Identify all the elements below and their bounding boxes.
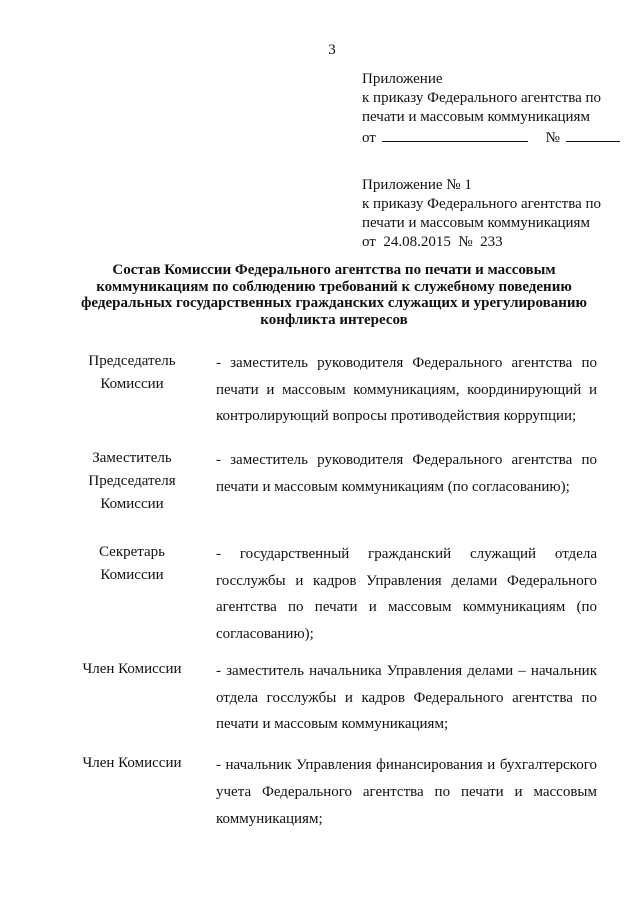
number-label: №: [545, 130, 560, 146]
document-title: [60, 262, 608, 328]
appendix-blank-block: [362, 70, 620, 146]
member-description: - начальник Управления финансирования и бухгалтерского учета Федерального агентства по печати и массовым коммуникациям;: [216, 757, 597, 827]
role-line: Секретарь: [98, 544, 166, 560]
role-line: Комиссии: [100, 496, 164, 512]
appendix-line: к приказу Федерального агентства по: [362, 90, 602, 106]
title-line: федеральных государственных гражданских служащих и урегулированию: [81, 295, 587, 311]
role-line: Комиссии: [100, 376, 164, 392]
member-role: [70, 447, 194, 516]
title-line: Состав Комиссии Федерального агентства по печати и массовым: [112, 262, 556, 278]
appendix-date-number: от 24.08.2015 № 233: [362, 234, 503, 250]
role-line: Председателя: [88, 473, 176, 489]
appendix-1-block: [362, 176, 601, 252]
member-description: - заместитель начальника Управления делами – начальник отдела госслужбы и кадров Федерального агентства по печати и массовым коммуникациям;: [216, 663, 597, 732]
title-line: коммуникациям по соблюдению требований к служебному поведению: [96, 278, 572, 295]
member-description: - заместитель руководителя Федерального агентства по печати и массовым коммуникациям (по согласованию);: [216, 452, 597, 495]
role-line: Заместитель: [92, 450, 172, 466]
member-description: - государственный гражданский служащий отдела госслужбы и кадров Управления делами Федерального агентства по печати и массовым коммуникациям (по согласованию);: [216, 546, 597, 642]
member-description: - заместитель руководителя Федерального агентства по печати и массовым коммуникациям, координирующий и контролирующий вопросы противодействия коррупции;: [216, 355, 597, 424]
title-line: конфликта интересов: [260, 311, 408, 328]
appendix-date-line: [362, 127, 620, 146]
appendix-line: Приложение № 1: [362, 177, 472, 193]
date-blank-line: [382, 127, 528, 142]
role-line: Член Комиссии: [82, 661, 182, 677]
member-role: [70, 752, 194, 775]
appendix-line: печати и массовым коммуникациям: [362, 215, 590, 231]
member-role: [70, 541, 194, 587]
page-number: 3: [328, 42, 336, 58]
role-line: Председатель: [88, 353, 176, 369]
member-role: [70, 350, 194, 396]
from-label: от: [362, 130, 376, 146]
appendix-line: печати и массовым коммуникациям: [362, 109, 590, 125]
appendix-line: Приложение: [362, 71, 443, 87]
role-line: Комиссии: [100, 567, 164, 583]
number-blank-line: [566, 127, 620, 142]
appendix-line: к приказу Федерального агентства по: [362, 196, 602, 212]
member-role: [70, 658, 194, 681]
role-line: Член Комиссии: [82, 755, 182, 771]
